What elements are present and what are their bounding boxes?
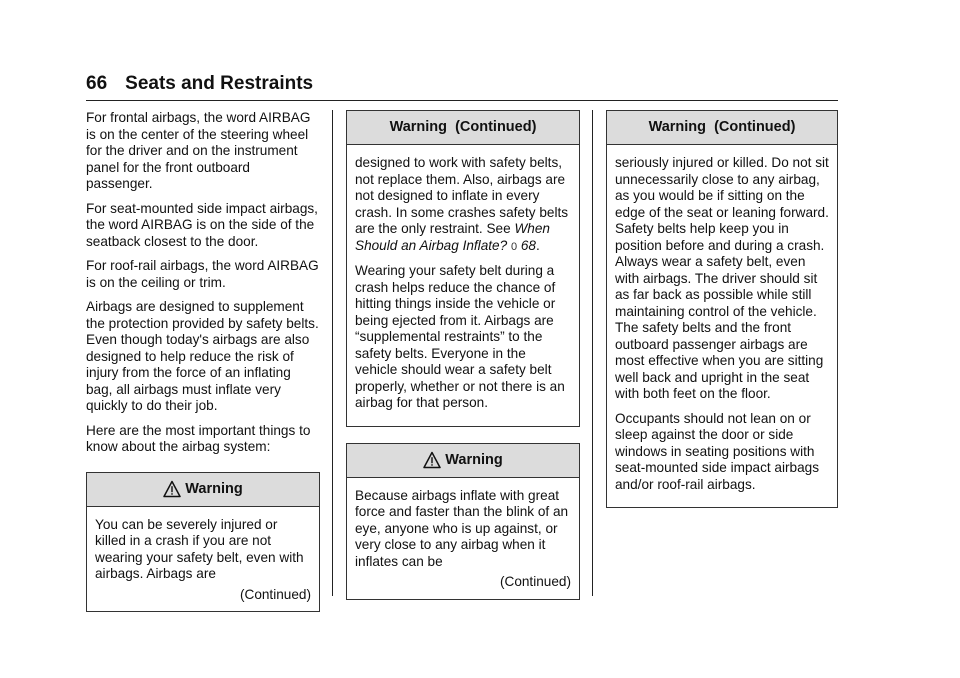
warning-title: Warning bbox=[445, 451, 503, 468]
warning-text bbox=[355, 155, 571, 255]
warning-title: Warning (Continued) bbox=[648, 119, 796, 136]
paragraph-side-airbags: For seat-mounted side impact airbags, the word AIRBAG is on the side of the seatback closest to the door. bbox=[86, 200, 318, 249]
warning-header bbox=[347, 444, 579, 478]
warning-text-2: Wearing your safety belt during a crash helps reduce the chance of hitting things inside the vehicle or being ejected from it. Airbags are “supplemental restraints” to the safety belts. Everyone in the vehicle should wear a safety belt properly, whether or not there is an airbag for that person. bbox=[355, 263, 565, 410]
warning-title: Warning (Continued) bbox=[389, 119, 537, 136]
column-divider-2 bbox=[592, 110, 593, 596]
warning-text: seriously injured or killed. Do not sit unnecessarily close to any airbag, as you would be if sitting on the edge of the seat or leaning forward. Safety belts help keep you in position before and during a crash. Always wear a safety belt, even with airbags. The driver should sit as far back as possible while still maintaining control of the vehicle. The safety belts and the front outboard passenger airbags are most effective when you are sitting well back and upright in the seat with both feet on the floor. bbox=[615, 155, 829, 401]
warning-body bbox=[607, 145, 837, 507]
warning-box-1 bbox=[86, 472, 320, 613]
page-header bbox=[86, 70, 838, 101]
column-1 bbox=[86, 110, 320, 612]
paragraph-roof-rail-airbags: For roof-rail airbags, the word AIRBAG is on the ceiling or trim. bbox=[86, 258, 319, 290]
warning-box-continued-3 bbox=[606, 110, 838, 508]
continued-label: (Continued) bbox=[239, 586, 311, 602]
warning-body bbox=[87, 507, 319, 612]
warning-box-2 bbox=[346, 443, 580, 600]
sentence-end: . bbox=[535, 237, 540, 253]
warning-box-continued-2 bbox=[346, 110, 580, 427]
warning-header bbox=[607, 111, 837, 145]
warning-header bbox=[87, 473, 319, 507]
column-2 bbox=[346, 110, 580, 600]
warning-triangle-icon bbox=[423, 451, 441, 469]
column-3 bbox=[606, 110, 838, 508]
warning-triangle-icon bbox=[163, 480, 181, 498]
paragraph-frontal-airbags: For frontal airbags, the word AIRBAG is on the center of the steering wheel for the driver and on the instrument panel for the front outboard passenger. bbox=[86, 110, 311, 191]
paragraph-supplement: Airbags are designed to supplement the protection provided by safety belts. Even though today's airbags are also designed to help reduce the risk of injury from the force of an inflating bag, all airbags must inflate very quickly to do their job. bbox=[86, 299, 319, 413]
warning-body bbox=[347, 478, 579, 599]
warning-title: Warning bbox=[185, 480, 243, 497]
warning-header bbox=[347, 111, 579, 145]
paragraph-important-things: Here are the most important things to know about the airbag system: bbox=[86, 422, 311, 454]
page-reference-number[interactable]: 68 bbox=[520, 237, 536, 253]
column-divider-1 bbox=[332, 110, 333, 596]
page-number: 66 bbox=[86, 73, 108, 94]
page-reference-arrow-icon: 0 bbox=[510, 240, 518, 253]
warning-text-part: designed to work with safety belts, not replace them. Also, airbags are not designed to inflate in every crash. In some crashes safety belts are the only restraint. See bbox=[355, 155, 569, 236]
warning-text-2: Occupants should not lean on or sleep against the door or side windows in seating positions with seat-mounted side impact airbags and/or roof-rail airbags. bbox=[615, 410, 820, 492]
warning-text: Because airbags inflate with great force and faster than the blink of an eye, anyone who is up against, or very close to any airbag when it inflates can be bbox=[355, 487, 569, 569]
warning-text: You can be severely injured or killed in a crash if you are not wearing your safety belt, even with airbags. Airbags are bbox=[95, 516, 304, 581]
warning-body bbox=[347, 145, 579, 426]
cross-reference-link[interactable]: When Should an Airbag Inflate? bbox=[355, 221, 550, 253]
continued-label: (Continued) bbox=[499, 574, 571, 589]
section-title: Seats and Restraints bbox=[125, 73, 314, 94]
